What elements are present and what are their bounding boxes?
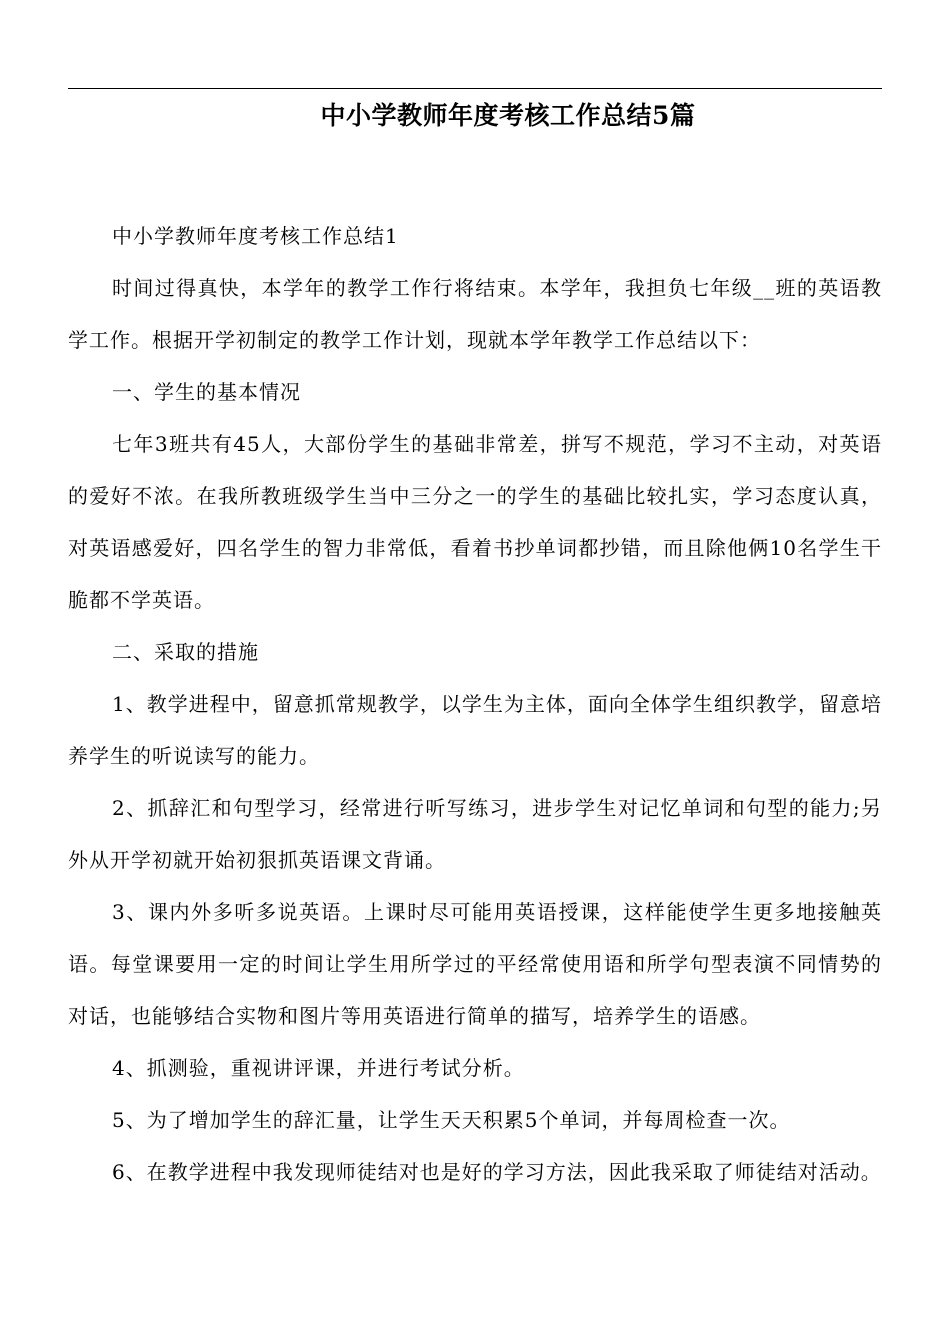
document-body [68, 210, 882, 1198]
document-title: 中小学教师年度考核工作总结5篇 [320, 101, 696, 130]
list-item: 5、为了增加学生的辞汇量，让学生天天积累5个单词，并每周检查一次。 [112, 1108, 791, 1132]
list-item: 1、教学进程中，留意抓常规教学，以学生为主体，面向全体学生组织教学，留意培养学生的听说读写的能力。 [68, 692, 882, 768]
section-heading: 中小学教师年度考核工作总结1 [112, 224, 399, 248]
list-item: 4、抓测验，重视讲评课，并进行考试分析。 [112, 1056, 525, 1080]
list-item: 6、在教学进程中我发现师徒结对也是好的学习方法，因此我采取了师徒结对活动。 [112, 1160, 882, 1184]
intro-paragraph: 时间过得真快，本学年的教学工作行将结束。本学年，我担负七年级__班的英语教学工作。根据开学初制定的教学工作计划，现就本学年教学工作总结以下： [68, 276, 882, 352]
section-heading: 二、采取的措施 [112, 640, 259, 664]
list-item: 3、课内外多听多说英语。上课时尽可能用英语授课，这样能使学生更多地接触英语。每堂课要用一定的时间让学生用所学过的平经常使用语和所学句型表演不同情势的对话，也能够结合实物和图片等用英语进行简单的描写，培养学生的语感。 [68, 900, 882, 1028]
section-heading: 一、学生的基本情况 [112, 380, 301, 404]
body-paragraph: 七年3班共有45人，大部份学生的基础非常差，拼写不规范，学习不主动，对英语的爱好不浓。在我所教班级学生当中三分之一的学生的基础比较扎实，学习态度认真，对英语感爱好，四名学生的智力非常低，看着书抄单词都抄错，而且除他俩10名学生干脆都不学英语。 [68, 432, 882, 612]
list-item: 2、抓辞汇和句型学习，经常进行听写练习，进步学生对记忆单词和句型的能力;另外从开学初就开始初狠抓英语课文背诵。 [68, 796, 882, 872]
header-rule [68, 88, 882, 89]
